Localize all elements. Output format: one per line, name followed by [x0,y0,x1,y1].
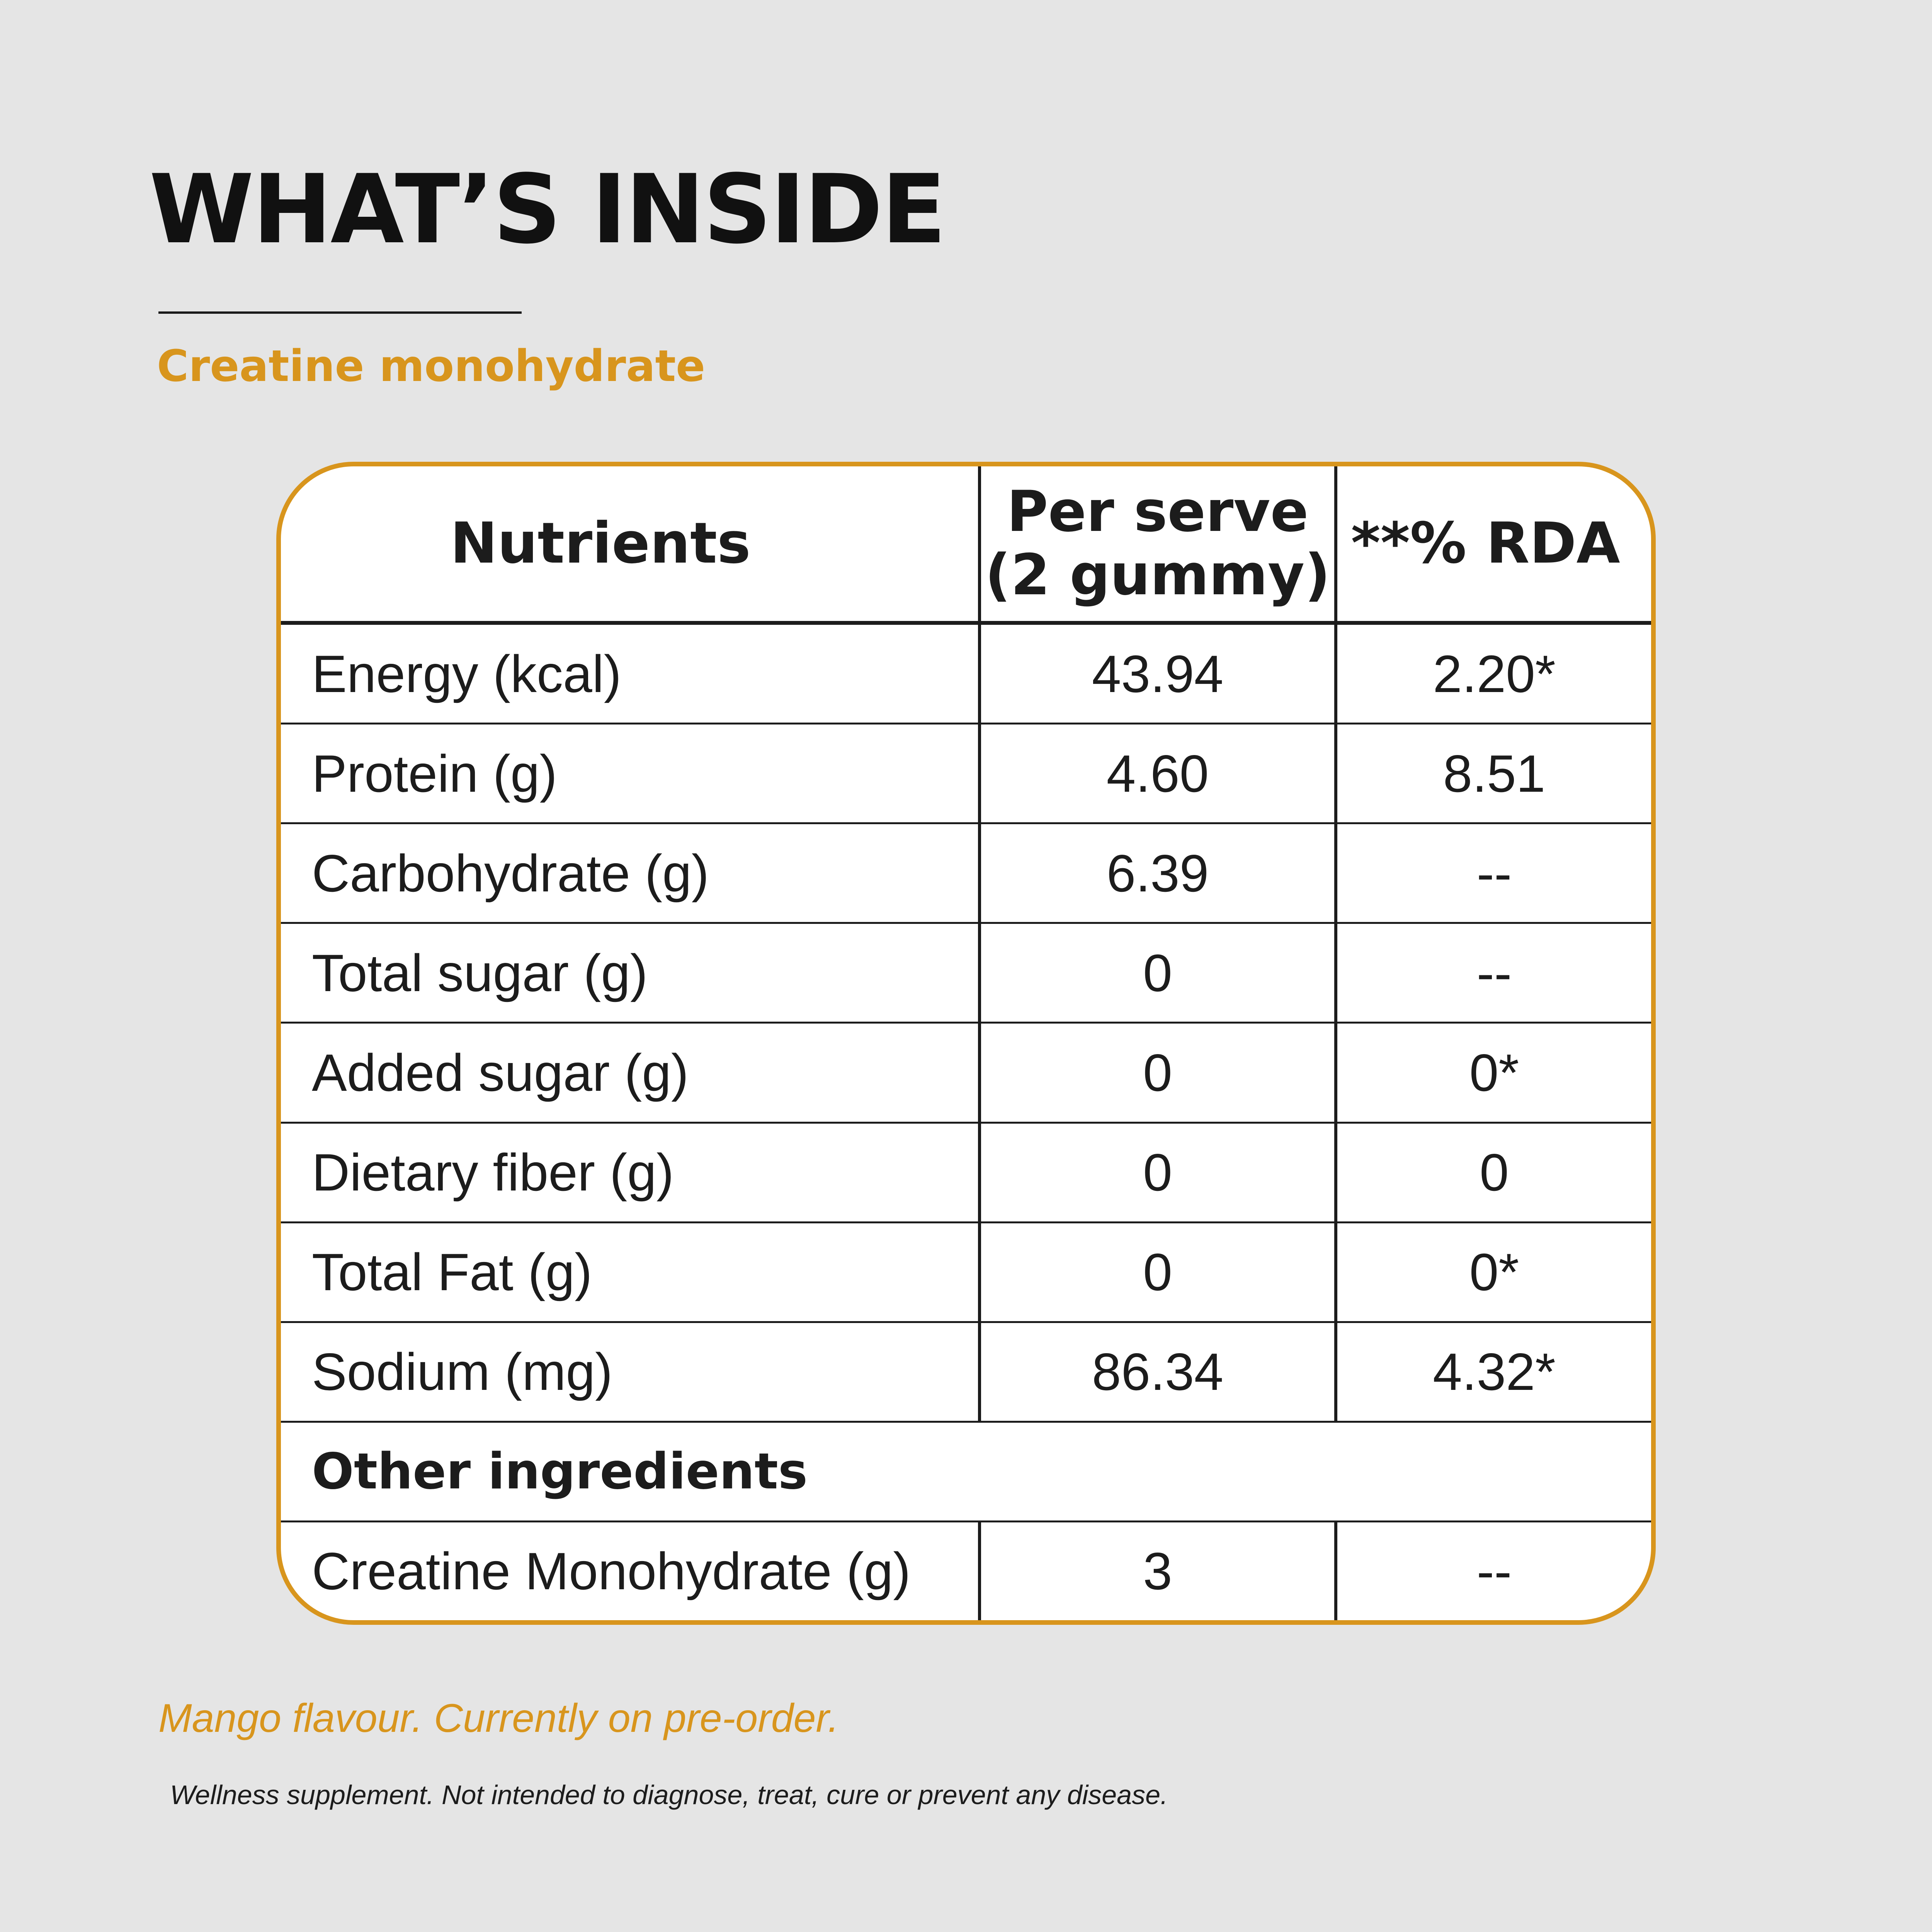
table-row [281,724,1651,823]
nutrient-name: Dietary fiber (g) [281,1122,980,1222]
header-per-serve-line1: Per serve [1007,479,1309,545]
rda-value: 0* [1336,1222,1651,1322]
table-row [281,1322,1651,1422]
per-serve-value: 3 [980,1521,1336,1620]
rda-value: 2.20* [1433,644,1556,703]
ingredient-name: Creatine Monohydrate (g) [281,1521,980,1620]
header-per-serve-line2: (2 gummy) [985,542,1330,608]
table-row [281,1023,1651,1122]
per-serve-value: 0 [980,1222,1336,1322]
rda-value: 0* [1336,1023,1651,1122]
title-divider [158,311,522,314]
header-nutrients [281,466,980,623]
per-serve-value: 6.39 [980,823,1336,923]
other-ingredients-heading: Other ingredients [281,1422,1651,1521]
table-header-row [281,466,1651,623]
rda-value: 8.51 [1336,724,1651,823]
rda-value: 4.32* [1336,1322,1651,1422]
section-row [281,1422,1651,1521]
nutrient-name: Protein (g) [281,724,980,823]
per-serve-value: 0 [980,923,1336,1023]
header-rda-label: **% RDA [1351,510,1620,577]
per-serve-value: 86.34 [980,1322,1336,1422]
per-serve-value: 0 [980,1023,1336,1122]
rda-value: 0 [1336,1122,1651,1222]
header-per-serve [980,466,1336,623]
table-row [281,823,1651,923]
nutrient-name: Sodium (mg) [281,1322,980,1422]
nutrient-name: Added sugar (g) [281,1023,980,1122]
nutrient-name: Total Fat (g) [281,1222,980,1322]
nutrient-name: Energy (kcal) [281,623,980,724]
rda-value: -- [1336,823,1651,923]
per-serve-value: 4.60 [980,724,1336,823]
table-row [281,1222,1651,1322]
table-row [281,1122,1651,1222]
table-row [281,623,1651,724]
rda-value: -- [1336,1521,1651,1620]
table-row [281,1521,1651,1620]
page-title: WHAT’S INSIDE [149,155,945,265]
disclaimer-text: Wellness supplement. Not intended to diagnose, treat, cure or prevent any disease. [170,1780,1168,1810]
per-serve-value: 43.94 [980,623,1336,724]
header-rda [1336,466,1651,623]
nutrient-name: Total sugar (g) [281,923,980,1023]
nutrition-table-panel [276,462,1656,1625]
header-nutrients-label: Nutrients [450,510,751,577]
table-row [281,923,1651,1023]
per-serve-value: 0 [980,1122,1336,1222]
nutrition-table [281,466,1651,1620]
rda-value: -- [1336,923,1651,1023]
nutrient-name: Carbohydrate (g) [281,823,980,923]
flavour-note: Mango flavour. Currently on pre-order. [158,1696,839,1741]
product-subtitle: Creatine monohydrate [157,341,706,391]
